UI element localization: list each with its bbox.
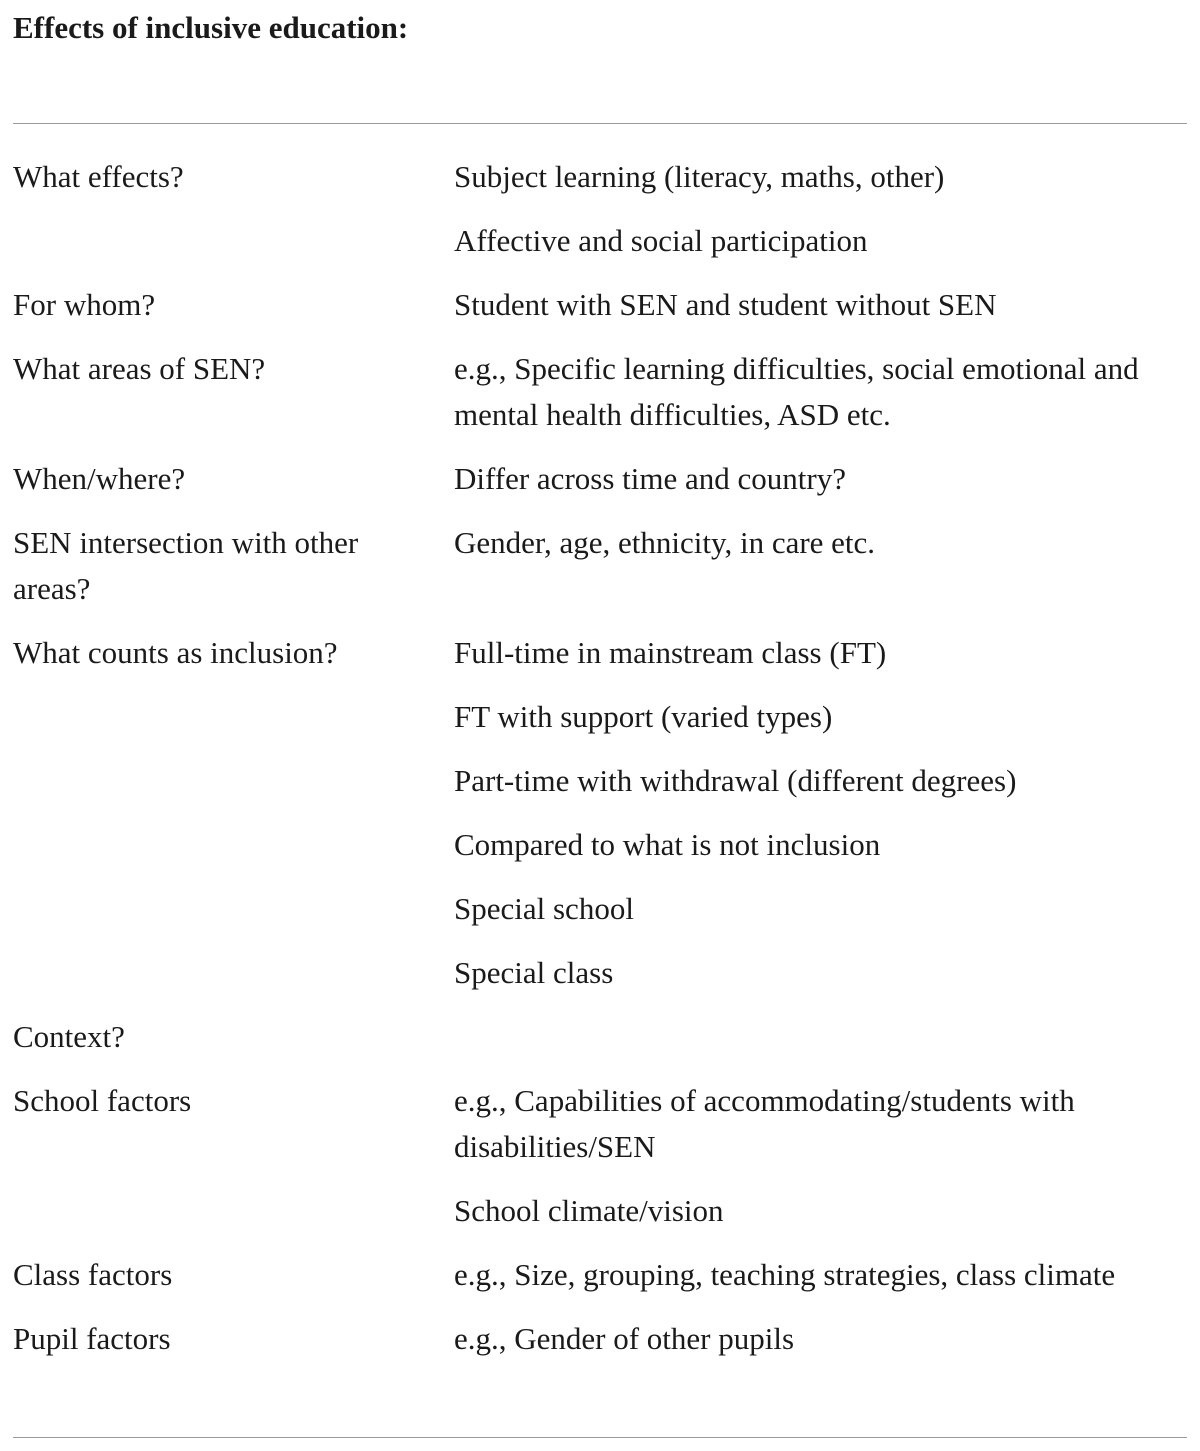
row-label: What areas of SEN? — [13, 351, 266, 386]
row-value: e.g., Capabilities of accommodating/students with disabilities/SEN — [454, 1083, 1075, 1164]
top-rule — [13, 123, 1187, 124]
row-value: School climate/vision — [454, 1193, 724, 1228]
row-label — [0, 1188, 439, 1234]
table-body — [0, 154, 1200, 1362]
row-value: Differ across time and country? — [454, 461, 846, 496]
row-label: Context? — [13, 1019, 125, 1054]
row-value: e.g., Size, grouping, teaching strategies, class climate — [454, 1257, 1116, 1292]
row-value: Part-time with withdrawal (different degrees) — [454, 763, 1017, 798]
table-row — [0, 1014, 1200, 1060]
table-row — [0, 950, 1200, 996]
table-header: Effects of inclusive education: — [13, 10, 409, 45]
row-value: Subject learning (literacy, maths, other) — [454, 159, 945, 194]
row-label: What counts as inclusion? — [13, 635, 338, 670]
row-value: Special school — [454, 891, 634, 926]
row-label: When/where? — [13, 461, 186, 496]
row-value: Student with SEN and student without SEN — [454, 287, 997, 322]
table-row — [0, 694, 1200, 740]
table-row — [0, 1188, 1200, 1234]
table-row — [0, 282, 1200, 328]
row-label: Class factors — [13, 1257, 173, 1292]
table-row — [0, 630, 1200, 676]
table-row — [0, 886, 1200, 932]
row-value: Gender, age, ethnicity, in care etc. — [454, 525, 876, 560]
table-row — [0, 822, 1200, 868]
table-row — [0, 1252, 1200, 1298]
row-label: Pupil factors — [13, 1321, 171, 1356]
row-value: Special class — [454, 955, 614, 990]
row-label — [0, 822, 439, 868]
table-row — [0, 758, 1200, 804]
row-value: e.g., Specific learning difficulties, social emotional and mental health difficulties, ASD etc. — [454, 351, 1139, 432]
row-label: What effects? — [13, 159, 184, 194]
row-label — [0, 950, 439, 996]
table-row — [0, 1316, 1200, 1362]
table-row — [0, 520, 1200, 612]
row-value: Full-time in mainstream class (FT) — [454, 635, 887, 670]
row-value: e.g., Gender of other pupils — [454, 1321, 795, 1356]
table-row — [0, 346, 1200, 438]
row-value — [439, 1014, 1200, 1060]
row-value: FT with support (varied types) — [454, 699, 833, 734]
table-row — [0, 1078, 1200, 1170]
bottom-rule — [13, 1437, 1187, 1438]
row-value: Affective and social participation — [454, 223, 868, 258]
row-label — [0, 886, 439, 932]
table-row — [0, 456, 1200, 502]
row-label: For whom? — [13, 287, 156, 322]
row-label: SEN intersection with other areas? — [13, 525, 359, 606]
row-label — [0, 694, 439, 740]
table-row — [0, 154, 1200, 200]
row-label: School factors — [13, 1083, 192, 1118]
row-value: Compared to what is not inclusion — [454, 827, 881, 862]
row-label — [0, 218, 439, 264]
row-label — [0, 758, 439, 804]
table-row — [0, 218, 1200, 264]
